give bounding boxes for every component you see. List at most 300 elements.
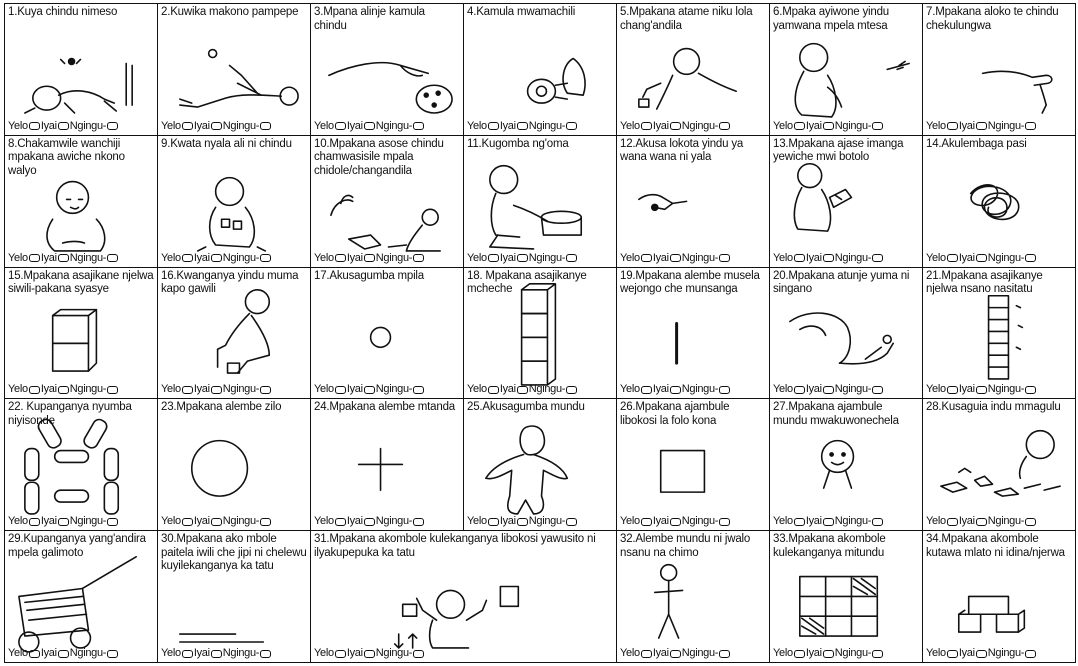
no-option-label: Ngingu- <box>69 515 107 528</box>
checkbox-icon[interactable] <box>413 122 424 130</box>
checkbox-icon[interactable] <box>823 386 834 394</box>
sometimes-option[interactable] <box>194 252 223 265</box>
milestone-label: 12.Akusa lokota yindu ya wana wana ni yala <box>620 137 744 164</box>
checkbox-icon[interactable] <box>364 254 375 262</box>
sometimes-option[interactable] <box>806 383 835 396</box>
sometimes-option[interactable] <box>959 252 988 265</box>
response-options <box>161 647 272 660</box>
checkbox-icon[interactable] <box>719 122 730 130</box>
checkbox-icon[interactable] <box>794 122 805 130</box>
sometimes-option-label: Iyai <box>652 383 669 396</box>
checkbox-icon[interactable] <box>364 122 375 130</box>
yes-option[interactable] <box>926 120 959 133</box>
sometimes-option[interactable] <box>959 383 988 396</box>
yes-option-label: Yelo <box>467 515 487 528</box>
sometimes-option[interactable] <box>653 515 682 528</box>
checkbox-icon[interactable] <box>1025 386 1036 394</box>
no-option[interactable] <box>70 515 119 528</box>
response-options <box>773 515 884 528</box>
sometimes-option-label: Iyai <box>346 383 363 396</box>
sometimes-option-label: Iyai <box>346 647 363 659</box>
checkbox-icon[interactable] <box>566 518 577 526</box>
checkbox-icon[interactable] <box>947 254 958 262</box>
checkbox-icon[interactable] <box>364 650 375 658</box>
no-option[interactable] <box>70 647 119 660</box>
response-options <box>161 120 272 133</box>
sometimes-option[interactable] <box>347 647 376 660</box>
checkbox-icon[interactable] <box>641 650 652 658</box>
sometimes-option[interactable] <box>500 515 529 528</box>
no-option[interactable] <box>682 515 731 528</box>
no-option[interactable] <box>529 120 578 133</box>
milestone-label: 23.Mpakana alembe zilo <box>161 401 282 414</box>
no-option[interactable] <box>376 383 425 396</box>
no-option[interactable] <box>529 515 578 528</box>
yes-option[interactable] <box>314 383 347 396</box>
sometimes-option[interactable] <box>41 252 70 265</box>
milestone-label: 26.Mpakana ajambule libokosi la folo kona <box>620 401 730 427</box>
sometimes-option[interactable] <box>806 647 835 660</box>
yes-option-label: Yelo <box>314 515 334 528</box>
yes-option[interactable] <box>8 383 41 396</box>
checkbox-icon[interactable] <box>413 518 424 526</box>
checkbox-icon[interactable] <box>58 650 69 658</box>
response-options <box>8 252 119 265</box>
sometimes-option[interactable] <box>41 647 70 660</box>
sometimes-option[interactable] <box>347 252 376 265</box>
checkbox-icon[interactable] <box>641 518 652 526</box>
checkbox-icon[interactable] <box>29 650 40 658</box>
response-options <box>314 252 425 265</box>
response-options <box>314 120 425 133</box>
yes-option[interactable] <box>620 383 653 396</box>
no-option[interactable] <box>988 647 1037 660</box>
checkbox-icon[interactable] <box>335 386 346 394</box>
checkbox-icon[interactable] <box>976 386 987 394</box>
hand-grip-icon <box>464 4 616 135</box>
checkbox-icon[interactable] <box>517 254 528 262</box>
checkbox-icon[interactable] <box>211 650 222 658</box>
checkbox-icon[interactable] <box>517 518 528 526</box>
response-options <box>926 120 1037 133</box>
checkbox-icon[interactable] <box>29 518 40 526</box>
checkbox-icon[interactable] <box>566 122 577 130</box>
no-option-label: Ngingu- <box>222 119 260 132</box>
checkbox-icon[interactable] <box>58 518 69 526</box>
checkbox-icon[interactable] <box>182 254 193 262</box>
checkbox-icon[interactable] <box>211 122 222 130</box>
no-option-label: Ngingu- <box>528 119 566 132</box>
milestone-cell <box>311 399 464 531</box>
no-option[interactable] <box>682 647 731 660</box>
sometimes-option[interactable] <box>347 515 376 528</box>
checkbox-icon[interactable] <box>413 254 424 262</box>
response-options <box>161 383 272 396</box>
checkbox-icon[interactable] <box>211 254 222 262</box>
checkbox-icon[interactable] <box>58 122 69 130</box>
checkbox-icon[interactable] <box>641 122 652 130</box>
checkbox-icon[interactable] <box>670 650 681 658</box>
checkbox-icon[interactable] <box>260 518 271 526</box>
checkbox-icon[interactable] <box>182 650 193 658</box>
yes-option[interactable] <box>161 120 194 133</box>
yes-option-label: Yelo <box>161 119 181 132</box>
checkbox-icon[interactable] <box>823 122 834 130</box>
checkbox-icon[interactable] <box>976 254 987 262</box>
no-option-label: Ngingu- <box>987 647 1025 659</box>
sometimes-option[interactable] <box>806 252 835 265</box>
milestone-cell <box>158 399 311 531</box>
yes-option-label: Yelo <box>161 647 181 659</box>
yes-option[interactable] <box>314 647 347 660</box>
sometimes-option-label: Iyai <box>40 119 57 132</box>
no-option[interactable] <box>529 383 578 396</box>
no-option-label: Ngingu- <box>681 119 719 132</box>
no-option[interactable] <box>376 647 425 660</box>
checkbox-icon[interactable] <box>670 254 681 262</box>
response-options <box>467 252 578 265</box>
checkbox-icon[interactable] <box>947 386 958 394</box>
yes-option[interactable] <box>161 515 194 528</box>
milestone-label: 30.Mpakana ako mbole paitela iwili che jipi ni chelewu kuyilekanganya ka tatu <box>161 533 307 573</box>
checkbox-icon[interactable] <box>29 386 40 394</box>
no-option-label: Ngingu- <box>222 383 260 396</box>
yes-option-label: Yelo <box>314 383 334 396</box>
milestone-cell <box>311 531 617 663</box>
no-option[interactable] <box>70 120 119 133</box>
checkbox-icon[interactable] <box>719 386 730 394</box>
yes-option[interactable] <box>8 515 41 528</box>
checkbox-icon[interactable] <box>719 518 730 526</box>
response-options <box>8 647 119 660</box>
no-option[interactable] <box>376 515 425 528</box>
checkbox-icon[interactable] <box>566 254 577 262</box>
sometimes-option[interactable] <box>959 647 988 660</box>
milestone-label: 31.Mpakana akombole kulekanganya libokosi yawusito ni ilyakupepuka ka tatu <box>314 533 596 559</box>
milestone-label: 4.Kamula mwamachili <box>467 6 576 18</box>
yes-option-label: Yelo <box>620 515 640 528</box>
sometimes-option[interactable] <box>500 120 529 133</box>
milestone-label: 22. Kupanganya nyumba niyisonde <box>8 401 132 427</box>
checkbox-icon[interactable] <box>1025 650 1036 658</box>
checkbox-icon[interactable] <box>107 122 118 130</box>
milestone-cell <box>464 268 617 400</box>
sometimes-option[interactable] <box>41 383 70 396</box>
no-option[interactable] <box>835 120 884 133</box>
yes-option[interactable] <box>773 647 806 660</box>
checkbox-icon[interactable] <box>29 254 40 262</box>
sometimes-option[interactable] <box>806 515 835 528</box>
no-option[interactable] <box>835 515 884 528</box>
milestone-cell <box>770 399 923 531</box>
response-options <box>8 383 119 396</box>
sometimes-option[interactable] <box>194 383 223 396</box>
no-option-label: Ngingu- <box>528 251 566 264</box>
yes-option[interactable] <box>926 252 959 265</box>
milestone-cell <box>617 399 770 531</box>
milestone-label: 28.Kusaguia indu mmagulu <box>926 401 1061 414</box>
sometimes-option[interactable] <box>41 120 70 133</box>
checkbox-icon[interactable] <box>1025 122 1036 130</box>
sometimes-option[interactable] <box>500 252 529 265</box>
checkbox-icon[interactable] <box>872 518 883 526</box>
checkbox-icon[interactable] <box>211 518 222 526</box>
no-option[interactable] <box>376 252 425 265</box>
sometimes-option[interactable] <box>653 120 682 133</box>
no-option[interactable] <box>682 383 731 396</box>
no-option[interactable] <box>223 647 272 660</box>
milestone-cell <box>923 399 1076 531</box>
checkbox-icon[interactable] <box>641 386 652 394</box>
checkbox-icon[interactable] <box>488 254 499 262</box>
checkbox-icon[interactable] <box>488 122 499 130</box>
no-option[interactable] <box>223 252 272 265</box>
yes-option-label: Yelo <box>161 383 181 396</box>
yes-option-label: Yelo <box>8 119 28 132</box>
checkbox-icon[interactable] <box>260 386 271 394</box>
sometimes-option[interactable] <box>959 120 988 133</box>
checkbox-icon[interactable] <box>794 254 805 262</box>
checkbox-icon[interactable] <box>719 650 730 658</box>
checkbox-icon[interactable] <box>517 122 528 130</box>
checkbox-icon[interactable] <box>823 518 834 526</box>
checkbox-icon[interactable] <box>976 650 987 658</box>
checkbox-icon[interactable] <box>488 386 499 394</box>
milestone-label: 5.Mpakana atame niku lola chang'andila <box>620 6 753 32</box>
sometimes-option[interactable] <box>347 383 376 396</box>
checkbox-icon[interactable] <box>29 122 40 130</box>
yes-option[interactable] <box>926 515 959 528</box>
checkbox-icon[interactable] <box>1025 518 1036 526</box>
no-option[interactable] <box>988 515 1037 528</box>
yes-option[interactable] <box>620 647 653 660</box>
no-option[interactable] <box>835 383 884 396</box>
checkbox-icon[interactable] <box>107 650 118 658</box>
cross-icon <box>311 399 463 530</box>
yes-option-label: Yelo <box>773 647 793 659</box>
checkbox-icon[interactable] <box>260 122 271 130</box>
sometimes-option[interactable] <box>194 515 223 528</box>
yes-option[interactable] <box>773 515 806 528</box>
yes-option-label: Yelo <box>620 119 640 132</box>
yes-option-label: Yelo <box>161 515 181 528</box>
no-option[interactable] <box>223 383 272 396</box>
milestone-label: 34.Mpakana akombole kutawa mlato ni idina/njerwa <box>926 533 1065 559</box>
checkbox-icon[interactable] <box>517 386 528 394</box>
milestone-cell <box>5 136 158 268</box>
no-option-label: Ngingu- <box>375 383 413 396</box>
yes-option-label: Yelo <box>161 251 181 264</box>
checkbox-icon[interactable] <box>670 122 681 130</box>
sometimes-option[interactable] <box>959 515 988 528</box>
yes-option[interactable] <box>467 120 500 133</box>
no-option-label: Ngingu- <box>528 383 566 396</box>
milestone-label: 13.Mpakana ajase imanga yewiche mwi botolo <box>773 137 904 164</box>
checkbox-icon[interactable] <box>182 518 193 526</box>
sometimes-option[interactable] <box>653 383 682 396</box>
no-option[interactable] <box>988 252 1037 265</box>
checkbox-icon[interactable] <box>260 254 271 262</box>
sometimes-option[interactable] <box>806 120 835 133</box>
no-option[interactable] <box>529 252 578 265</box>
milestone-cell <box>5 268 158 400</box>
yes-option[interactable] <box>773 120 806 133</box>
checkbox-icon[interactable] <box>107 254 118 262</box>
checkbox-icon[interactable] <box>823 650 834 658</box>
checkbox-icon[interactable] <box>947 650 958 658</box>
response-options <box>8 515 119 528</box>
yes-option[interactable] <box>620 515 653 528</box>
no-option[interactable] <box>988 383 1037 396</box>
sometimes-option-label: Iyai <box>193 119 210 132</box>
yes-option-label: Yelo <box>620 647 640 659</box>
no-option[interactable] <box>682 120 731 133</box>
milestone-cell <box>770 4 923 136</box>
checkbox-icon[interactable] <box>719 254 730 262</box>
yes-option[interactable] <box>314 120 347 133</box>
no-option[interactable] <box>988 120 1037 133</box>
sometimes-option-label: Iyai <box>805 119 822 132</box>
checkbox-icon[interactable] <box>211 386 222 394</box>
yes-option[interactable] <box>161 252 194 265</box>
no-option-label: Ngingu- <box>222 515 260 528</box>
yes-option[interactable] <box>8 647 41 660</box>
milestone-label: 6.Mpaka ayiwone yindu yamwana mpela mtesa <box>773 6 889 32</box>
checkbox-icon[interactable] <box>107 386 118 394</box>
sometimes-option[interactable] <box>41 515 70 528</box>
response-options <box>314 515 425 528</box>
no-option[interactable] <box>70 383 119 396</box>
checkbox-icon[interactable] <box>566 386 577 394</box>
yes-option-label: Yelo <box>620 251 640 264</box>
no-option[interactable] <box>223 120 272 133</box>
yes-option-label: Yelo <box>467 251 487 264</box>
checkbox-icon[interactable] <box>976 122 987 130</box>
yes-option[interactable] <box>467 515 500 528</box>
checkbox-icon[interactable] <box>260 650 271 658</box>
sometimes-option-label: Iyai <box>193 251 210 264</box>
yes-option[interactable] <box>314 515 347 528</box>
checkbox-icon[interactable] <box>107 518 118 526</box>
milestone-cell <box>617 136 770 268</box>
sometimes-option-label: Iyai <box>40 647 57 659</box>
checkbox-icon[interactable] <box>182 122 193 130</box>
milestone-cell <box>464 399 617 531</box>
no-option[interactable] <box>835 252 884 265</box>
sometimes-option[interactable] <box>347 120 376 133</box>
no-option[interactable] <box>835 647 884 660</box>
yes-option[interactable] <box>926 383 959 396</box>
sometimes-option[interactable] <box>653 647 682 660</box>
no-option-label: Ngingu- <box>834 515 872 528</box>
milestone-label: 33.Mpakana akombole kulekanganya mitundu <box>773 533 886 559</box>
yes-option[interactable] <box>467 383 500 396</box>
checkbox-icon[interactable] <box>872 386 883 394</box>
milestone-cell <box>158 268 311 400</box>
response-options <box>314 647 425 660</box>
checkbox-icon[interactable] <box>364 386 375 394</box>
checkbox-icon[interactable] <box>364 518 375 526</box>
milestone-cell <box>158 531 311 663</box>
checkbox-icon[interactable] <box>947 518 958 526</box>
no-option[interactable] <box>70 252 119 265</box>
checkbox-icon[interactable] <box>794 518 805 526</box>
response-options <box>467 515 578 528</box>
no-option-label: Ngingu- <box>681 251 719 264</box>
checkbox-icon[interactable] <box>335 650 346 658</box>
sometimes-option[interactable] <box>653 252 682 265</box>
yes-option[interactable] <box>620 120 653 133</box>
checkbox-icon[interactable] <box>670 386 681 394</box>
yes-option[interactable] <box>8 120 41 133</box>
checkbox-icon[interactable] <box>413 386 424 394</box>
checkbox-icon[interactable] <box>823 254 834 262</box>
checkbox-icon[interactable] <box>794 386 805 394</box>
no-option[interactable] <box>376 120 425 133</box>
sometimes-option-label: Iyai <box>193 515 210 528</box>
checkbox-icon[interactable] <box>335 122 346 130</box>
checkbox-icon[interactable] <box>488 518 499 526</box>
milestone-cell <box>770 531 923 663</box>
yes-option[interactable] <box>467 252 500 265</box>
no-option[interactable] <box>223 515 272 528</box>
response-options <box>161 252 272 265</box>
no-option-label: Ngingu- <box>681 383 719 396</box>
checkbox-icon[interactable] <box>335 254 346 262</box>
yes-option[interactable] <box>161 647 194 660</box>
checkbox-icon[interactable] <box>58 254 69 262</box>
yes-option-label: Yelo <box>773 515 793 528</box>
checkbox-icon[interactable] <box>335 518 346 526</box>
milestone-cell <box>5 4 158 136</box>
checkbox-icon[interactable] <box>947 122 958 130</box>
checkbox-icon[interactable] <box>182 386 193 394</box>
response-options <box>620 383 731 396</box>
milestone-cell <box>464 4 617 136</box>
no-option-label: Ngingu- <box>528 515 566 528</box>
checkbox-icon[interactable] <box>670 518 681 526</box>
yes-option[interactable] <box>773 383 806 396</box>
yes-option[interactable] <box>161 383 194 396</box>
no-option-label: Ngingu- <box>987 251 1025 264</box>
sometimes-option[interactable] <box>194 647 223 660</box>
sometimes-option-label: Iyai <box>346 515 363 528</box>
checkbox-icon[interactable] <box>976 518 987 526</box>
yes-option[interactable] <box>773 252 806 265</box>
milestone-label: 20.Mpakana atunje yuma ni singano <box>773 269 910 296</box>
checkbox-icon[interactable] <box>794 650 805 658</box>
checkbox-icon[interactable] <box>872 254 883 262</box>
yes-option-label: Yelo <box>314 119 334 132</box>
yes-option[interactable] <box>314 252 347 265</box>
checkbox-icon[interactable] <box>872 650 883 658</box>
checkbox-icon[interactable] <box>1025 254 1036 262</box>
yes-option[interactable] <box>926 647 959 660</box>
no-option[interactable] <box>682 252 731 265</box>
yes-option[interactable] <box>8 252 41 265</box>
checkbox-icon[interactable] <box>641 254 652 262</box>
no-option-label: Ngingu- <box>375 647 413 659</box>
checkbox-icon[interactable] <box>58 386 69 394</box>
no-option-label: Ngingu- <box>69 647 107 659</box>
milestone-label: 16.Kwanganya yindu muma kapo gawili <box>161 269 299 296</box>
sometimes-option-label: Iyai <box>499 383 516 396</box>
yes-option[interactable] <box>620 252 653 265</box>
checkbox-icon[interactable] <box>872 122 883 130</box>
sometimes-option[interactable] <box>194 120 223 133</box>
sometimes-option[interactable] <box>500 383 529 396</box>
checkbox-icon[interactable] <box>413 650 424 658</box>
